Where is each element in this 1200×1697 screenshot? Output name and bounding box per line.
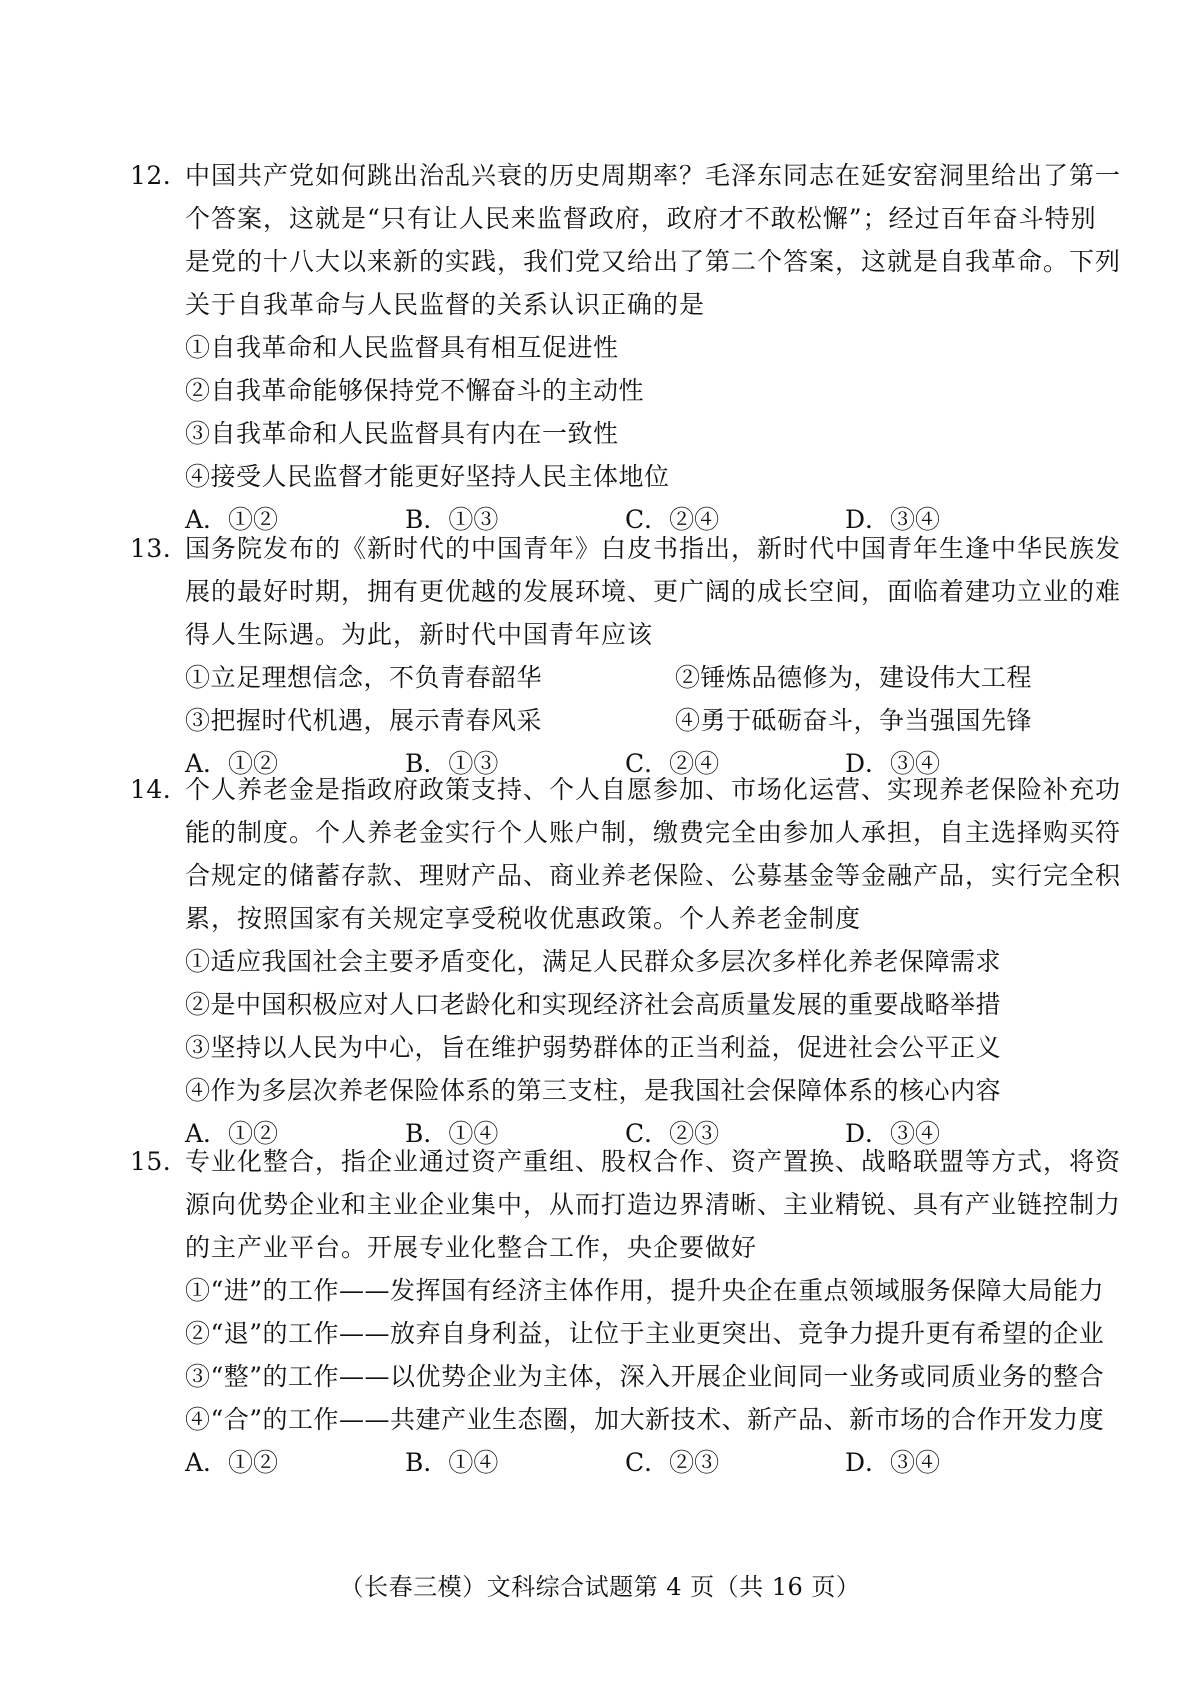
statement-1: ①立足理想信念，不负青春韶华: [185, 663, 543, 692]
statement-3: ③“整”的工作——以优势企业为主体，深入开展企业间同一业务或同质业务的整合: [185, 1362, 1105, 1391]
option-a[interactable]: A．①②: [185, 505, 279, 534]
statement-3: ③自我革命和人民监督具有内在一致性: [185, 419, 619, 448]
option-b[interactable]: B．①③: [405, 749, 499, 778]
stem-line: 是党的十八大以来新的实践，我们党又给出了第二个答案，这就是自我革命。下列: [185, 247, 1122, 276]
statement-2: ②是中国积极应对人口老龄化和实现经济社会高质量发展的重要战略举措: [185, 990, 1002, 1019]
question-13: [130, 527, 1122, 785]
question-stem: [185, 1140, 1122, 1269]
statement-2: ②“退”的工作——放弃自身利益，让位于主业更突出、竞争力提升更有希望的企业: [185, 1319, 1105, 1348]
option-c[interactable]: C．②④: [625, 505, 720, 534]
question-number: 14.: [130, 775, 172, 804]
option-d[interactable]: D．③④: [845, 505, 941, 534]
option-d[interactable]: D．③④: [845, 749, 941, 778]
page-footer: （长春三模）文科综合试题第 4 页（共 16 页）: [339, 1573, 861, 1601]
stem-line: 能的制度。个人养老金实行个人账户制，缴费完全由参加人承担，自主选择购买符: [185, 818, 1122, 847]
statement-1: ①适应我国社会主要矛盾变化，满足人民群众多层次多样化养老保障需求: [185, 947, 1002, 976]
statement-4: ④勇于砥砺奋斗，争当强国先锋: [675, 706, 1033, 735]
stem-line: 国务院发布的《新时代的中国青年》白皮书指出，新时代中国青年生逢中华民族发: [185, 534, 1122, 563]
question-number: 12.: [130, 161, 172, 190]
option-b[interactable]: B．①③: [405, 505, 499, 534]
statement-4: ④“合”的工作——共建产业生态圈，加大新技术、新产品、新市场的合作开发力度: [185, 1405, 1105, 1434]
answer-options: [185, 1441, 1060, 1484]
stem-line: 的主产业平台。开展专业化整合工作，央企要做好: [185, 1233, 758, 1262]
question-number: 15.: [130, 1147, 172, 1176]
stem-line: 展的最好时期，拥有更优越的发展环境、更广阔的成长空间，面临着建功立业的难: [185, 577, 1122, 606]
statement-3: ③坚持以人民为中心，旨在维护弱势群体的正当利益，促进社会公平正义: [185, 1033, 1002, 1062]
stem-line: 关于自我革命与人民监督的关系认识正确的是: [185, 290, 706, 319]
question-12: [130, 154, 1122, 541]
question-stem: [185, 154, 1122, 326]
question-stem: [185, 527, 1122, 656]
stem-line: 专业化整合，指企业通过资产重组、股权合作、资产置换、战略联盟等方式，将资: [185, 1147, 1122, 1176]
option-a[interactable]: A．①②: [185, 749, 279, 778]
statement-grid: [185, 656, 1060, 742]
statement-4: ④作为多层次养老保险体系的第三支柱，是我国社会保障体系的核心内容: [185, 1076, 1002, 1105]
option-c[interactable]: C．②④: [625, 749, 720, 778]
statement-4: ④接受人民监督才能更好坚持人民主体地位: [185, 462, 670, 491]
option-b[interactable]: B．①④: [405, 1119, 499, 1148]
option-d[interactable]: D．③④: [845, 1119, 941, 1148]
option-b[interactable]: B．①④: [405, 1448, 499, 1477]
question-15: [130, 1140, 1122, 1484]
stem-line: 源向优势企业和主业企业集中，从而打造边界清晰、主业精锐、具有产业链控制力: [185, 1190, 1122, 1219]
stem-line: 得人生际遇。为此，新时代中国青年应该: [185, 620, 654, 649]
statement-1: ①自我革命和人民监督具有相互促进性: [185, 333, 619, 362]
statement-3: ③把握时代机遇，展示青春风采: [185, 706, 543, 735]
option-c[interactable]: C．②③: [625, 1119, 720, 1148]
stem-line: 个答案，这就是“只有让人民来监督政府，政府才不敢松懈”；经过百年奋斗特别: [185, 204, 1097, 233]
statement-2: ②自我革命能够保持党不懈奋斗的主动性: [185, 376, 645, 405]
option-a[interactable]: A．①②: [185, 1119, 279, 1148]
option-d[interactable]: D．③④: [845, 1448, 941, 1477]
stem-line: 个人养老金是指政府政策支持、个人自愿参加、市场化运营、实现养老保险补充功: [185, 775, 1122, 804]
question-stem: [185, 768, 1122, 940]
stem-line: 合规定的储蓄存款、理财产品、商业养老保险、公募基金等金融产品，实行完全积: [185, 861, 1122, 890]
statement-1: ①“进”的工作——发挥国有经济主体作用，提升央企在重点领域服务保障大局能力: [185, 1276, 1105, 1305]
question-14: [130, 768, 1122, 1155]
stem-line: 中国共产党如何跳出治乱兴衰的历史周期率？毛泽东同志在延安窑洞里给出了第一: [185, 161, 1122, 190]
stem-line: 累，按照国家有关规定享受税收优惠政策。个人养老金制度: [185, 904, 862, 933]
option-a[interactable]: A．①②: [185, 1448, 279, 1477]
statement-2: ②锤炼品德修为，建设伟大工程: [675, 663, 1033, 692]
question-number: 13.: [130, 534, 172, 563]
option-c[interactable]: C．②③: [625, 1448, 720, 1477]
